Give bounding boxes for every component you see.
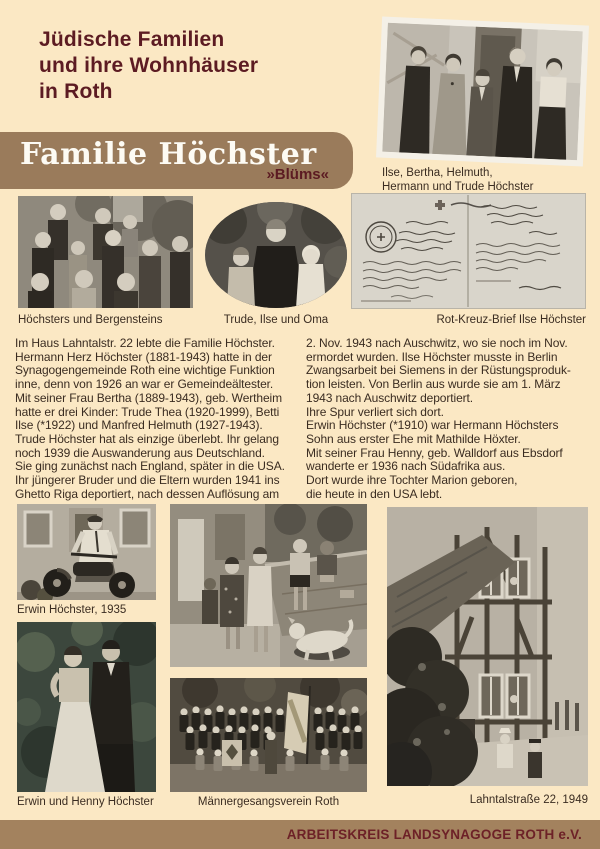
photo-erwin-henny (17, 622, 156, 792)
erwin-henny-photo-graphic (17, 622, 156, 792)
photo-family-group-top (376, 17, 589, 167)
caption-family-group-top: Ilse, Bertha, Helmuth, Hermann und Trude Höchster (382, 167, 534, 193)
photo-maennergesangsverein (170, 678, 367, 792)
body-text-column-1: Im Haus Lahntalstr. 22 lebte die Familie Höchster. Hermann Herz Höchster (1881-1943) hatte in der Synagogengemeinde Roth eine wichtige Funktion inne, denn von 1926 an war er Gemeindeältester. Mit seiner Frau Bertha (1889-1943), geb. Wertheim hatte er drei Kinder: Trude Thea (1920-1999), Betti Ilse (*1922) und Manfred Helmuth (1927-1943). Trude Höchster hat als einzige überlebt. Ihr gelang noch 1939 die Auswanderung aus Deutschland. Sie ging zunächst nach England, später in die USA. Ihr jüngerer Bruder und die Eltern wurden 1941 ins Ghetto Riga deportiert, nach dessen Auflösung am (15, 336, 285, 501)
body-text-column-2: 2. Nov. 1943 nach Auschwitz, wo sie noch im Nov. ermordet wurden. Ilse Höchster musste in Berlin Zwangsarbeit bei Siemens in der Rüstungsproduk- tion leisten. Von Berlin aus wurde sie am 1. März 1943 nach Auschwitz deportiert. Ihre Spur verliert sich dort. Erwin Höchster (*1910) war Hermann Höchsters Sohn aus erster Ehe mit Mathilde Höxter. Mit seiner Frau Henny, geb. Walldorf aus Ebsdorf wanderte er 1936 nach Südafrika aus. Dort wurde ihre Tochter Marion geboren, die heute in den USA lebt. (306, 336, 571, 501)
photo-rot-kreuz-brief (351, 193, 586, 309)
poster-title-line-1: Jüdische Familien (39, 28, 225, 51)
caption-hoechsters-bergensteins: Höchsters und Bergensteins (18, 314, 163, 326)
photo-children-lahntalstrasse (170, 504, 367, 667)
poster-title (39, 27, 258, 105)
caption-trude-ilse-oma: Trude, Ilse und Oma (223, 314, 329, 326)
hoechsters-bergensteins-photo-graphic (18, 196, 193, 308)
children-photo-graphic (170, 504, 367, 667)
caption-rot-kreuz-brief: Rot-Kreuz-Brief Ilse Höchster (436, 314, 586, 326)
rot-kreuz-brief-photo-graphic (351, 193, 586, 309)
family-name-banner (0, 132, 353, 189)
maennergesangsverein-photo-graphic (170, 678, 367, 792)
poster-title-line-3: in Roth (39, 80, 113, 103)
lahntalstrasse-photo-graphic (387, 507, 588, 786)
footer-bar (0, 820, 600, 849)
erwin-1935-photo-graphic (17, 504, 156, 600)
caption-erwin-henny: Erwin und Henny Höchster (17, 796, 154, 808)
trude-ilse-oma-photo-graphic (205, 202, 347, 308)
family-group-photo-graphic (382, 23, 582, 160)
caption-maennergesangsverein: Männergesangsverein Roth (197, 796, 340, 808)
photo-hoechsters-bergensteins (18, 196, 193, 308)
family-name-title: Familie Höchster (20, 137, 317, 172)
photo-erwin-1935 (17, 504, 156, 600)
photo-lahntalstrasse-22 (387, 507, 588, 786)
caption-lahntalstrasse-22: Lahntalstraße 22, 1949 (469, 794, 588, 806)
caption-erwin-1935: Erwin Höchster, 1935 (17, 604, 127, 616)
family-nickname: »Blüms« (266, 166, 329, 183)
poster-title-line-2: und ihre Wohnhäuser (39, 54, 259, 77)
photo-trude-ilse-oma (205, 202, 347, 308)
footer-organization: ARBEITSKREIS LANDSYNAGOGE ROTH e.V. (286, 827, 582, 842)
